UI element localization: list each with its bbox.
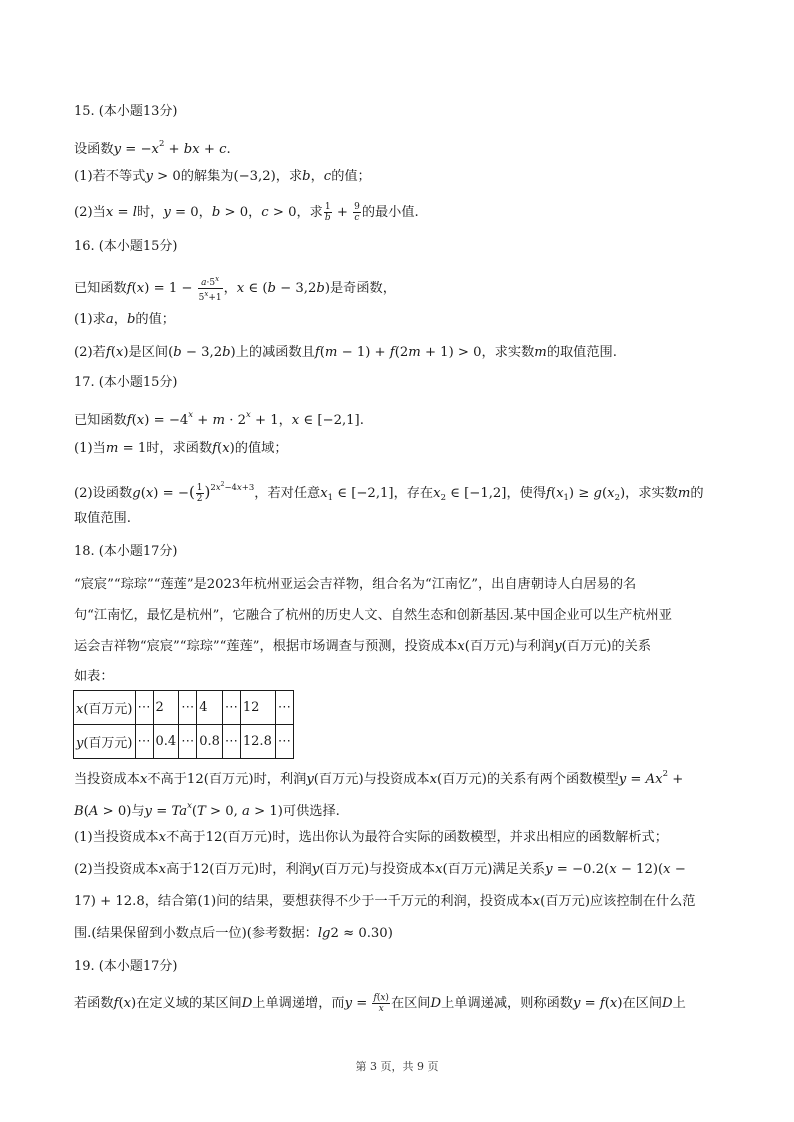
q16-part2: (2)若f(x)是区间(b − 3,2b)上的减函数且f(m − 1) + f(2m + 1) > 0，求实数m的取值范围. xyxy=(74,345,617,360)
q18-part1: (1)当投资成本x不高于12(百万元)时，选出你认为最符合实际的函数模型，并求出相应的函数解析式； xyxy=(74,830,668,845)
table-cell: 2 xyxy=(153,691,179,725)
table-cell: ⋯ xyxy=(222,725,240,759)
table-cell: y(百万元) xyxy=(74,725,136,759)
table-cell: 4 xyxy=(197,691,223,725)
table-cell: 0.4 xyxy=(153,725,179,759)
q17-part1: (1)当m = 1时，求函数f(x)的值域； xyxy=(74,441,288,456)
table-cell: ⋯ xyxy=(135,691,153,725)
q17-heading: 17. (本小题15分) xyxy=(74,375,178,390)
q15-part2: (2)当x = l时，y = 0，b > 0，c > 0，求 $\frac{1}{b}$ + $\frac{9}{c}$ 的最小值. xyxy=(74,202,419,223)
q18-intro-3: 运会吉祥物“宸宸”“琮琮”“莲莲”，根据市场调查与预测，投资成本x(百万元)与利润y(百万元)的关系 xyxy=(74,639,652,654)
q19-heading: 19. (本小题17分) xyxy=(74,959,178,974)
table-cell: 12.8 xyxy=(240,725,275,759)
q15-stem: 设函数$y = -x^2$ + bx + c. xyxy=(74,139,231,157)
q17-stem: 已知函数$f(x) = -4^x + m \cdot 2^x + 1$，x ∈ [−2,1]. xyxy=(74,410,364,428)
table-cell: x(百万元) xyxy=(74,691,136,725)
q16-heading: 16. (本小题15分) xyxy=(74,239,178,254)
table-cell: 12 xyxy=(240,691,275,725)
q18-part2: (2)当投资成本x高于12(百万元)时，利润y(百万元)与投资成本x(百万元)满足关系y = −0.2(x − 12)(x − xyxy=(74,862,686,877)
table-cell: ⋯ xyxy=(135,725,153,759)
q18-part2-line2: 17) + 12.8，结合第(1)问的结果，要想获得不少于一千万元的利润，投资成本x(百万元)应该控制在什么范 xyxy=(74,894,696,909)
q15-part1: (1)若不等式y > 0的解集为(−3,2)，求b，c的值； xyxy=(74,169,371,184)
q18-part2-line3: 围.(结果保留到小数点后一位)(参考数据：lg2 ≈ 0.30) xyxy=(74,926,393,941)
q18-model-2: B(A > 0)与$y = Ta^x(T > 0$, a > 1)可供选择. xyxy=(74,801,340,819)
q18-intro-1: “宸宸”“琮琮”“莲莲”是2023年杭州亚运会吉祥物，组合名为“江南忆”，出自唐朝诗人白居易的名 xyxy=(74,577,637,592)
table-cell: ⋯ xyxy=(179,725,197,759)
table-cell: 0.8 xyxy=(197,725,223,759)
q15-heading: 15. (本小题13分) xyxy=(74,104,178,119)
table-cell: ⋯ xyxy=(275,725,293,759)
q19-stem: 若函数f(x)在定义域的某区间D上单调递增，而y = $\frac{f(x)}{x}$ 在区间D上单调递减，则称函数y = f(x)在区间D上 xyxy=(74,993,686,1014)
table-cell: ⋯ xyxy=(275,691,293,725)
table-row xyxy=(74,725,294,759)
q18-data-table xyxy=(73,690,294,759)
page-footer: 第 3 页，共 9 页 xyxy=(355,1060,439,1073)
q16-part1: (1)求a，b的值； xyxy=(74,312,175,327)
q18-intro-2: 句“江南忆，最忆是杭州”，它融合了杭州的历史人文、自然生态和创新基因.某中国企业可以生产杭州亚 xyxy=(74,608,672,623)
q18-heading: 18. (本小题17分) xyxy=(74,544,178,559)
q16-stem: 已知函数f(x) = 1 − $\frac{a\cdot 5^x}{5^x+1}$ ，x ∈ (b − 3,2b)是奇函数， xyxy=(74,275,396,303)
table-cell: ⋯ xyxy=(222,691,240,725)
q18-model-1: 当投资成本x不高于12(百万元)时，利润y(百万元)与投资成本x(百万元)的关系有两个函数模型$y = Ax^2$ + xyxy=(74,769,684,787)
q17-part2-cont: 取值范围. xyxy=(74,511,131,526)
q18-intro-4: 如表： xyxy=(74,669,114,684)
table-cell: ⋯ xyxy=(179,691,197,725)
table-row xyxy=(74,691,294,725)
q17-part2: (2)设函数g(x) = −( $\frac{1}{2}$ )$^{2x^2-4x+3}$，若对任意$x_1$ ∈ [−2,1]，存在$x_2$ ∈ [−1,2]，使得$f(x_1) \ge g(x_2)$，求实数m的 xyxy=(74,481,704,504)
